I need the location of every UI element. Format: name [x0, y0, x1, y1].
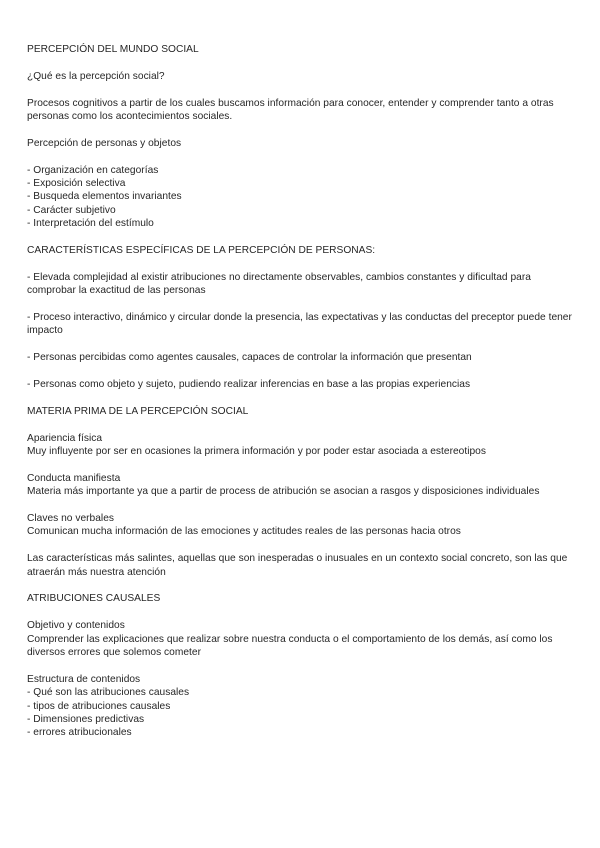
list-item: - Exposición selectiva	[27, 178, 126, 189]
characteristic-1-line-2: comprobar la exactitud de las personas	[27, 285, 206, 297]
appearance-label: Apariencia física	[27, 432, 103, 444]
question-heading: ¿Qué es la percepción social?	[27, 70, 165, 82]
list-item: - Qué son las atribuciones causales	[27, 687, 190, 699]
salient-line-2: atraerán más nuestra atención	[27, 566, 166, 578]
document-page	[27, 43, 575, 740]
characteristic-1-line-1: - Elevada complejidad al existir atribuciones no directamente observables, cambios constantes y dificultad para	[27, 271, 531, 283]
list-item: - errores atribucionales	[27, 727, 132, 739]
characteristic-3: - Personas percibidas como agentes causales, capaces de controlar la información que presentan	[27, 352, 472, 364]
list-item: - Interpretación del estímulo	[27, 218, 154, 230]
list-item: - Carácter subjetivo	[27, 204, 116, 216]
behavior-label: Conducta manifiesta	[27, 472, 121, 484]
list-item: - Dimensiones predictivas	[27, 714, 145, 726]
nonverbal-label: Claves no verbales	[27, 513, 114, 525]
document-title: PERCEPCIÓN DEL MUNDO SOCIAL	[27, 44, 199, 55]
definition-line-2: personas como los acontecimientos sociales.	[27, 111, 233, 122]
appearance-text: Muy influyente por ser en ocasiones la primera información y por poder estar asociada a estereotipos	[27, 446, 486, 458]
characteristics-heading: CARACTERÍSTICAS ESPECÍFICAS DE LA PERCEPCIÓN DE PERSONAS:	[27, 245, 376, 257]
objective-text-line-1: Comprender las explicaciones que realizar sobre nuestra conducta o el comportamiento de los demás, así como los	[27, 633, 553, 645]
characteristic-2-line-2: impacto	[27, 325, 63, 337]
persons-objects-heading: Percepción de personas y objetos	[27, 137, 182, 149]
list-item: - tipos de atribuciones causales	[27, 700, 171, 712]
list-item: - Busqueda elementos invariantes	[27, 191, 182, 203]
characteristic-2-line-1: - Proceso interactivo, dinámico y circular donde la presencia, las expectativas y las conductas del preceptor puede tener	[27, 312, 572, 324]
list-item: - Organización en categorías	[27, 164, 159, 176]
objective-text-line-2: diversos errores que solemos cometer	[27, 647, 201, 659]
raw-material-heading: MATERIA PRIMA DE LA PERCEPCIÓN SOCIAL	[27, 405, 249, 417]
characteristic-4: - Personas como objeto y sujeto, pudiendo realizar inferencias en base a las propias experiencias	[27, 379, 471, 391]
structure-label: Estructura de contenidos	[27, 673, 141, 685]
salient-line-1: Las características más salintes, aquellas que son inesperadas o inusuales en un contexto social concreto, son las que	[27, 553, 568, 565]
nonverbal-text: Comunican mucha información de las emociones y actitudes reales de las personas hacia otros	[27, 526, 461, 538]
definition-line-1: Procesos cognitivos a partir de los cuales buscamos información para conocer, entender y comprender tanto a otras	[27, 97, 554, 109]
objective-label: Objetivo y contenidos	[27, 620, 125, 632]
causal-heading: ATRIBUCIONES CAUSALES	[27, 593, 161, 605]
behavior-text: Materia más importante ya que a partir de process de atribución se asocian a rasgos y disposiciones individuales	[27, 486, 540, 498]
